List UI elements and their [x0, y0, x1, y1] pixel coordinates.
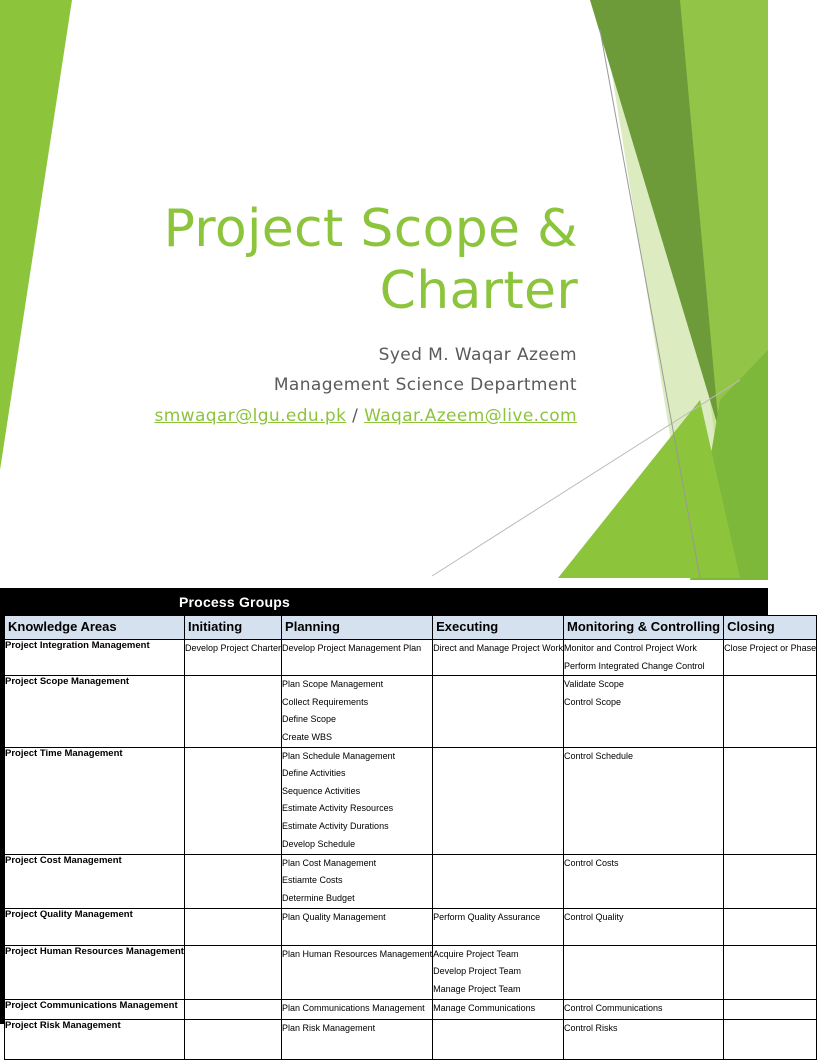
process-groups-header: Process Groups — [179, 594, 290, 610]
table-cell — [184, 1019, 281, 1059]
table-cell — [282, 999, 433, 1019]
table-cell — [184, 999, 281, 1019]
title-line-1: Project Scope & — [163, 199, 578, 259]
table-cell — [564, 945, 724, 999]
table-cell — [564, 1019, 724, 1059]
column-header-monitoring: Monitoring & Controlling — [564, 616, 724, 640]
knowledge-areas-header: Knowledge Areas — [5, 616, 185, 640]
process-item: Develop Project Management Plan — [282, 643, 422, 653]
table-cell — [564, 908, 724, 945]
process-item: Estimate Activity Resources — [282, 803, 394, 814]
process-item: Plan Human Resources Management — [282, 948, 433, 959]
table-cell — [282, 640, 433, 676]
knowledge-areas-table — [4, 615, 817, 1060]
table-cell — [184, 640, 281, 676]
process-item: Manage Project Team — [433, 983, 521, 994]
table-row — [5, 640, 817, 676]
table-cell — [282, 1019, 433, 1059]
email-separator: / — [346, 406, 365, 426]
table-cell — [724, 945, 817, 999]
table-cell — [564, 640, 724, 676]
process-item: Estimate Activity Durations — [282, 820, 389, 831]
process-item: Plan Communications Management — [282, 1002, 425, 1013]
table-cell — [433, 676, 564, 747]
process-item: Control Schedule — [564, 750, 634, 761]
knowledge-area-label: Project Human Resources Management — [5, 945, 185, 999]
column-header-initiating: Initiating — [184, 616, 281, 640]
process-item: Perform Quality Assurance — [433, 911, 541, 922]
process-item: Plan Scope Management — [282, 679, 384, 690]
process-item: Determine Budget — [282, 892, 355, 903]
process-item: Sequence Activities — [282, 785, 361, 796]
column-header-closing: Closing — [724, 616, 817, 640]
table-cell — [564, 854, 724, 908]
column-header-planning: Planning — [282, 616, 433, 640]
table-cell — [282, 854, 433, 908]
knowledge-area-label: Project Time Management — [5, 747, 185, 854]
slide-title — [100, 198, 578, 322]
table-cell — [184, 854, 281, 908]
process-item: Manage Communications — [433, 1002, 536, 1013]
title-line-2: Charter — [379, 261, 578, 321]
table-cell — [184, 945, 281, 999]
table-row — [5, 676, 817, 747]
table-header-row — [5, 616, 817, 640]
table-cell — [282, 908, 433, 945]
knowledge-area-label: Project Scope Management — [5, 676, 185, 747]
process-item: Create WBS — [282, 731, 333, 742]
table-cell — [433, 999, 564, 1019]
table-cell — [184, 908, 281, 945]
department-name: Management Science Department — [273, 375, 577, 395]
process-item: Plan Schedule Management — [282, 750, 396, 761]
table-cell — [282, 945, 433, 999]
knowledge-area-label: Project Quality Management — [5, 908, 185, 945]
left-green-triangle — [0, 0, 72, 470]
process-item: Monitor and Control Project Work — [564, 643, 697, 653]
table-cell — [433, 1019, 564, 1059]
process-item: Acquire Project Team — [433, 948, 519, 959]
process-item: Control Communications — [564, 1002, 663, 1013]
table-cell — [184, 676, 281, 747]
table-cell — [724, 676, 817, 747]
table-cell — [724, 908, 817, 945]
table-cell — [724, 640, 817, 676]
table-cell — [433, 945, 564, 999]
table-row — [5, 747, 817, 854]
process-item: Develop Project Charter — [184, 643, 282, 653]
process-item: Control Quality — [564, 911, 624, 922]
process-item: Control Costs — [564, 857, 619, 868]
author-name: Syed M. Waqar Azeem — [378, 345, 577, 365]
table-cell — [433, 640, 564, 676]
table-cell — [282, 747, 433, 854]
knowledge-area-label: Project Communications Management — [5, 999, 185, 1019]
process-item: Define Activities — [282, 768, 346, 779]
table-row — [5, 908, 817, 945]
table-cell — [433, 908, 564, 945]
table-cell — [564, 999, 724, 1019]
process-item: Define Scope — [282, 714, 337, 725]
table-cell — [724, 999, 817, 1019]
table-cell — [564, 676, 724, 747]
process-groups-table-image — [0, 588, 817, 1033]
knowledge-area-label: Project Risk Management — [5, 1019, 185, 1059]
process-item: Control Risks — [564, 1022, 618, 1033]
process-item: Plan Quality Management — [282, 911, 386, 922]
table-cell — [724, 747, 817, 854]
process-item: Plan Risk Management — [282, 1022, 376, 1033]
process-item: Control Scope — [564, 696, 622, 707]
table-row — [5, 854, 817, 908]
email-link-lgu[interactable]: smwaqar@lgu.edu.pk — [154, 406, 347, 426]
table-cell — [724, 854, 817, 908]
table-row — [5, 945, 817, 999]
process-item: Close Project or Phase — [724, 643, 817, 653]
knowledge-area-label: Project Integration Management — [5, 640, 185, 676]
process-item: Validate Scope — [564, 679, 624, 690]
email-link-live[interactable]: Waqar.Azeem@live.com — [364, 406, 577, 426]
table-cell — [433, 854, 564, 908]
table-cell — [724, 1019, 817, 1059]
process-item: Develop Project Team — [433, 966, 521, 977]
process-item: Collect Requirements — [282, 696, 369, 707]
process-item: Estiamte Costs — [282, 875, 343, 886]
column-header-executing: Executing — [433, 616, 564, 640]
table-cell — [564, 747, 724, 854]
table-body — [5, 640, 817, 1060]
table-cell — [433, 747, 564, 854]
process-item: Perform Integrated Change Control — [564, 660, 705, 671]
contact-emails — [57, 405, 577, 427]
table-row — [5, 1019, 817, 1059]
process-item: Develop Schedule — [282, 838, 356, 849]
knowledge-area-label: Project Cost Management — [5, 854, 185, 908]
process-item: Plan Cost Management — [282, 857, 377, 868]
table-row — [5, 999, 817, 1019]
process-item: Direct and Manage Project Work — [433, 643, 563, 653]
table-cell — [184, 747, 281, 854]
table-cell — [282, 676, 433, 747]
